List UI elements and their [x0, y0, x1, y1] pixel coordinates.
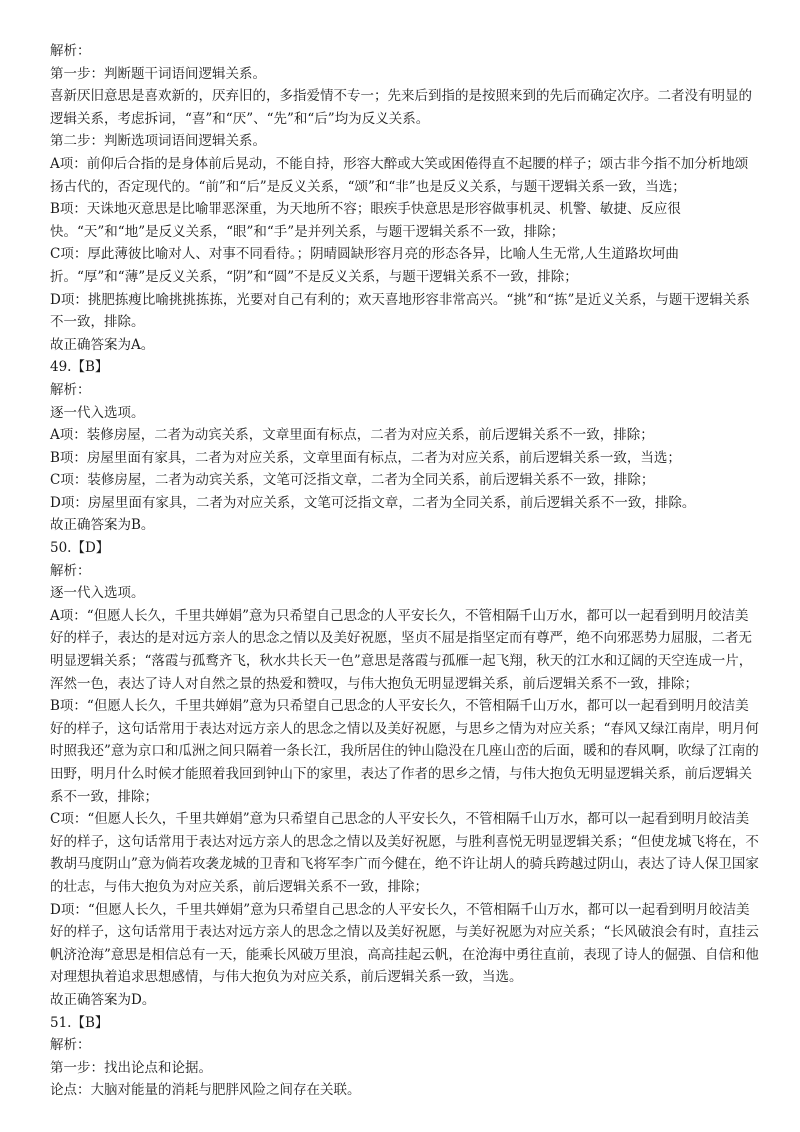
- question-51-heading: 51.【B】: [50, 1014, 109, 1031]
- method-line: 逐一代入选项。: [50, 585, 145, 602]
- option-d-explanation: D项：房屋里面有家具，二者为对应关系，文笔可泛指文章，二者为全同关系，前后逻辑关系不一致，排除。: [50, 494, 696, 511]
- option-b-explanation: B项：房屋里面有家具，二者为对应关系，文章里面有标点，二者为对应关系，前后逻辑关系一致，当选；: [50, 449, 681, 466]
- option-a-explanation: A项：“但愿人长久，千里共婵娟”意为只希望自己思念的人平安长久，不管相隔千山万水，都可以一起看到明月皎洁美好的样子，表达的是对远方亲人的思念之情以及美好祝愿，坚贞不屈是指坚定而有尊严，绝不向邪恶势力屈服，二者无明显逻辑关系；“落霞与孤鹜齐飞，秋水共长天一色”意思是落霞与孤雁一起飞翔，秋天的江水和辽阔的天空连成一片，浑然一色，表达了诗人对自然之景的热爱和赞叹，与伟大抱负无明显逻辑关系，前后逻辑关系不一致，排除；: [50, 607, 753, 692]
- question-50-heading: 50.【D】: [50, 540, 110, 557]
- step-one-heading: 第一步：找出论点和论据。: [50, 1059, 212, 1076]
- step-two-heading: 第二步：判断选项词语间逻辑关系。: [50, 133, 266, 150]
- option-a-explanation: A项：装修房屋，二者为动宾关系，文章里面有标点，二者为对应关系，前后逻辑关系不一致，排除；: [50, 427, 654, 444]
- argument-thesis: 论点：大脑对能量的消耗与肥胖风险之间存在关联。: [50, 1082, 361, 1099]
- question-49-heading: 49.【B】: [50, 359, 109, 376]
- analysis-heading: 解析：: [50, 43, 91, 59]
- answer-conclusion: 故正确答案为D。: [50, 991, 156, 1008]
- option-b-explanation: B项：“但愿人长久，千里共婵娟”意为只希望自己思念的人平安长久，不管相隔千山万水，都可以一起看到明月皎洁美好的样子，这句话常用于表达对远方亲人的思念之情以及美好祝愿，与思乡之情为对应关系；“春风又绿江南岸，明月何时照我还”意为京口和瓜洲之间只隔着一条长江，我所居住的钟山隐没在几座山峦的后面，暖和的春风啊，吹绿了江南的田野，明月什么时候才能照着我回到钟山下的家里，表达了作者的思乡之情，与伟大抱负无明显逻辑关系，前后逻辑关系不一致，排除；: [50, 698, 759, 805]
- stem-explanation: 喜新厌旧意思是喜欢新的，厌弃旧的，多指爱情不专一；先来后到指的是按照来到的先后而确定次序。二者没有明显的逻辑关系，考虑拆词，“喜”和“厌”、“先”和“后”均为反义关系。: [50, 88, 752, 127]
- method-line: 逐一代入选项。: [50, 404, 145, 421]
- analysis-heading: 解析：: [50, 562, 91, 579]
- analysis-heading: 解析：: [50, 381, 91, 398]
- option-d-explanation: D项：“但愿人长久，千里共婵娟”意为只希望自己思念的人平安长久，不管相隔千山万水，都可以一起看到明月皎洁美好的样子，这句话常用于表达对远方亲人的思念之情以及美好祝愿，与美好祝愿为对应关系；“长风破浪会有时，直挂云帆济沧海”意思是相信总有一天，能乘长风破万里浪，高高挂起云帆，在沧海中勇往直前，表现了诗人的倔强、自信和他对理想执着追求思想感情，与伟大抱负为对应关系，前后逻辑关系一致，当选。: [50, 901, 759, 986]
- answer-conclusion: 故正确答案为B。: [50, 517, 155, 534]
- analysis-heading: 解析：: [50, 1037, 91, 1054]
- option-b-explanation: B项：天诛地灭意思是比喻罪恶深重，为天地所不容；眼疾手快意思是形容做事机灵、机警、敏捷、反应很快。“天”和“地”是反义关系，“眼”和“手”是并列关系，与题干逻辑关系不一致，排除；: [50, 201, 681, 240]
- option-c-explanation: C项：“但愿人长久，千里共婵娟”意为只希望自己思念的人平安长久，不管相隔千山万水，都可以一起看到明月皎洁美好的样子，这句话常用于表达对远方亲人的思念之情以及美好祝愿，与胜利喜悦无明显逻辑关系；“但使龙城飞将在，不教胡马度阴山”意为倘若攻袭龙城的卫青和飞将军李广而今健在，绝不许让胡人的骑兵跨越过阴山，表达了诗人保卫国家的壮志，与伟大抱负为对应关系，前后逻辑关系不一致，排除；: [50, 811, 759, 895]
- step-one-heading: 第一步：判断题干词语间逻辑关系。: [50, 65, 266, 82]
- option-d-explanation: D项：挑肥拣瘦比喻挑挑拣拣，光要对自己有利的；欢天喜地形容非常高兴。“挑”和“拣”是近义关系，与题干逻辑关系不一致，排除。: [50, 291, 750, 331]
- option-c-explanation: C项：厚此薄彼比喻对人、对事不同看待。；阴晴圆缺形容月亮的形态各异，比喻人生无常,人生道路坎坷曲折。“厚”和“薄”是反义关系，“阴”和“圆”不是反义关系，与题干逻辑关系不一致，排除；: [50, 246, 679, 285]
- option-a-explanation: A项：前仰后合指的是身体前后晃动，不能自持，形容大醉或大笑或困倦得直不起腰的样子；颂古非今指不加分析地颂扬古代的，否定现代的。“前”和“后”是反义关系，“颂”和“非”也是反义关系，与题干逻辑关系一致，当选；: [50, 155, 749, 195]
- option-c-explanation: C项：装修房屋，二者为动宾关系，文笔可泛指文章，二者为全同关系，前后逻辑关系不一致，排除；: [50, 472, 655, 489]
- answer-conclusion: 故正确答案为A。: [50, 336, 155, 353]
